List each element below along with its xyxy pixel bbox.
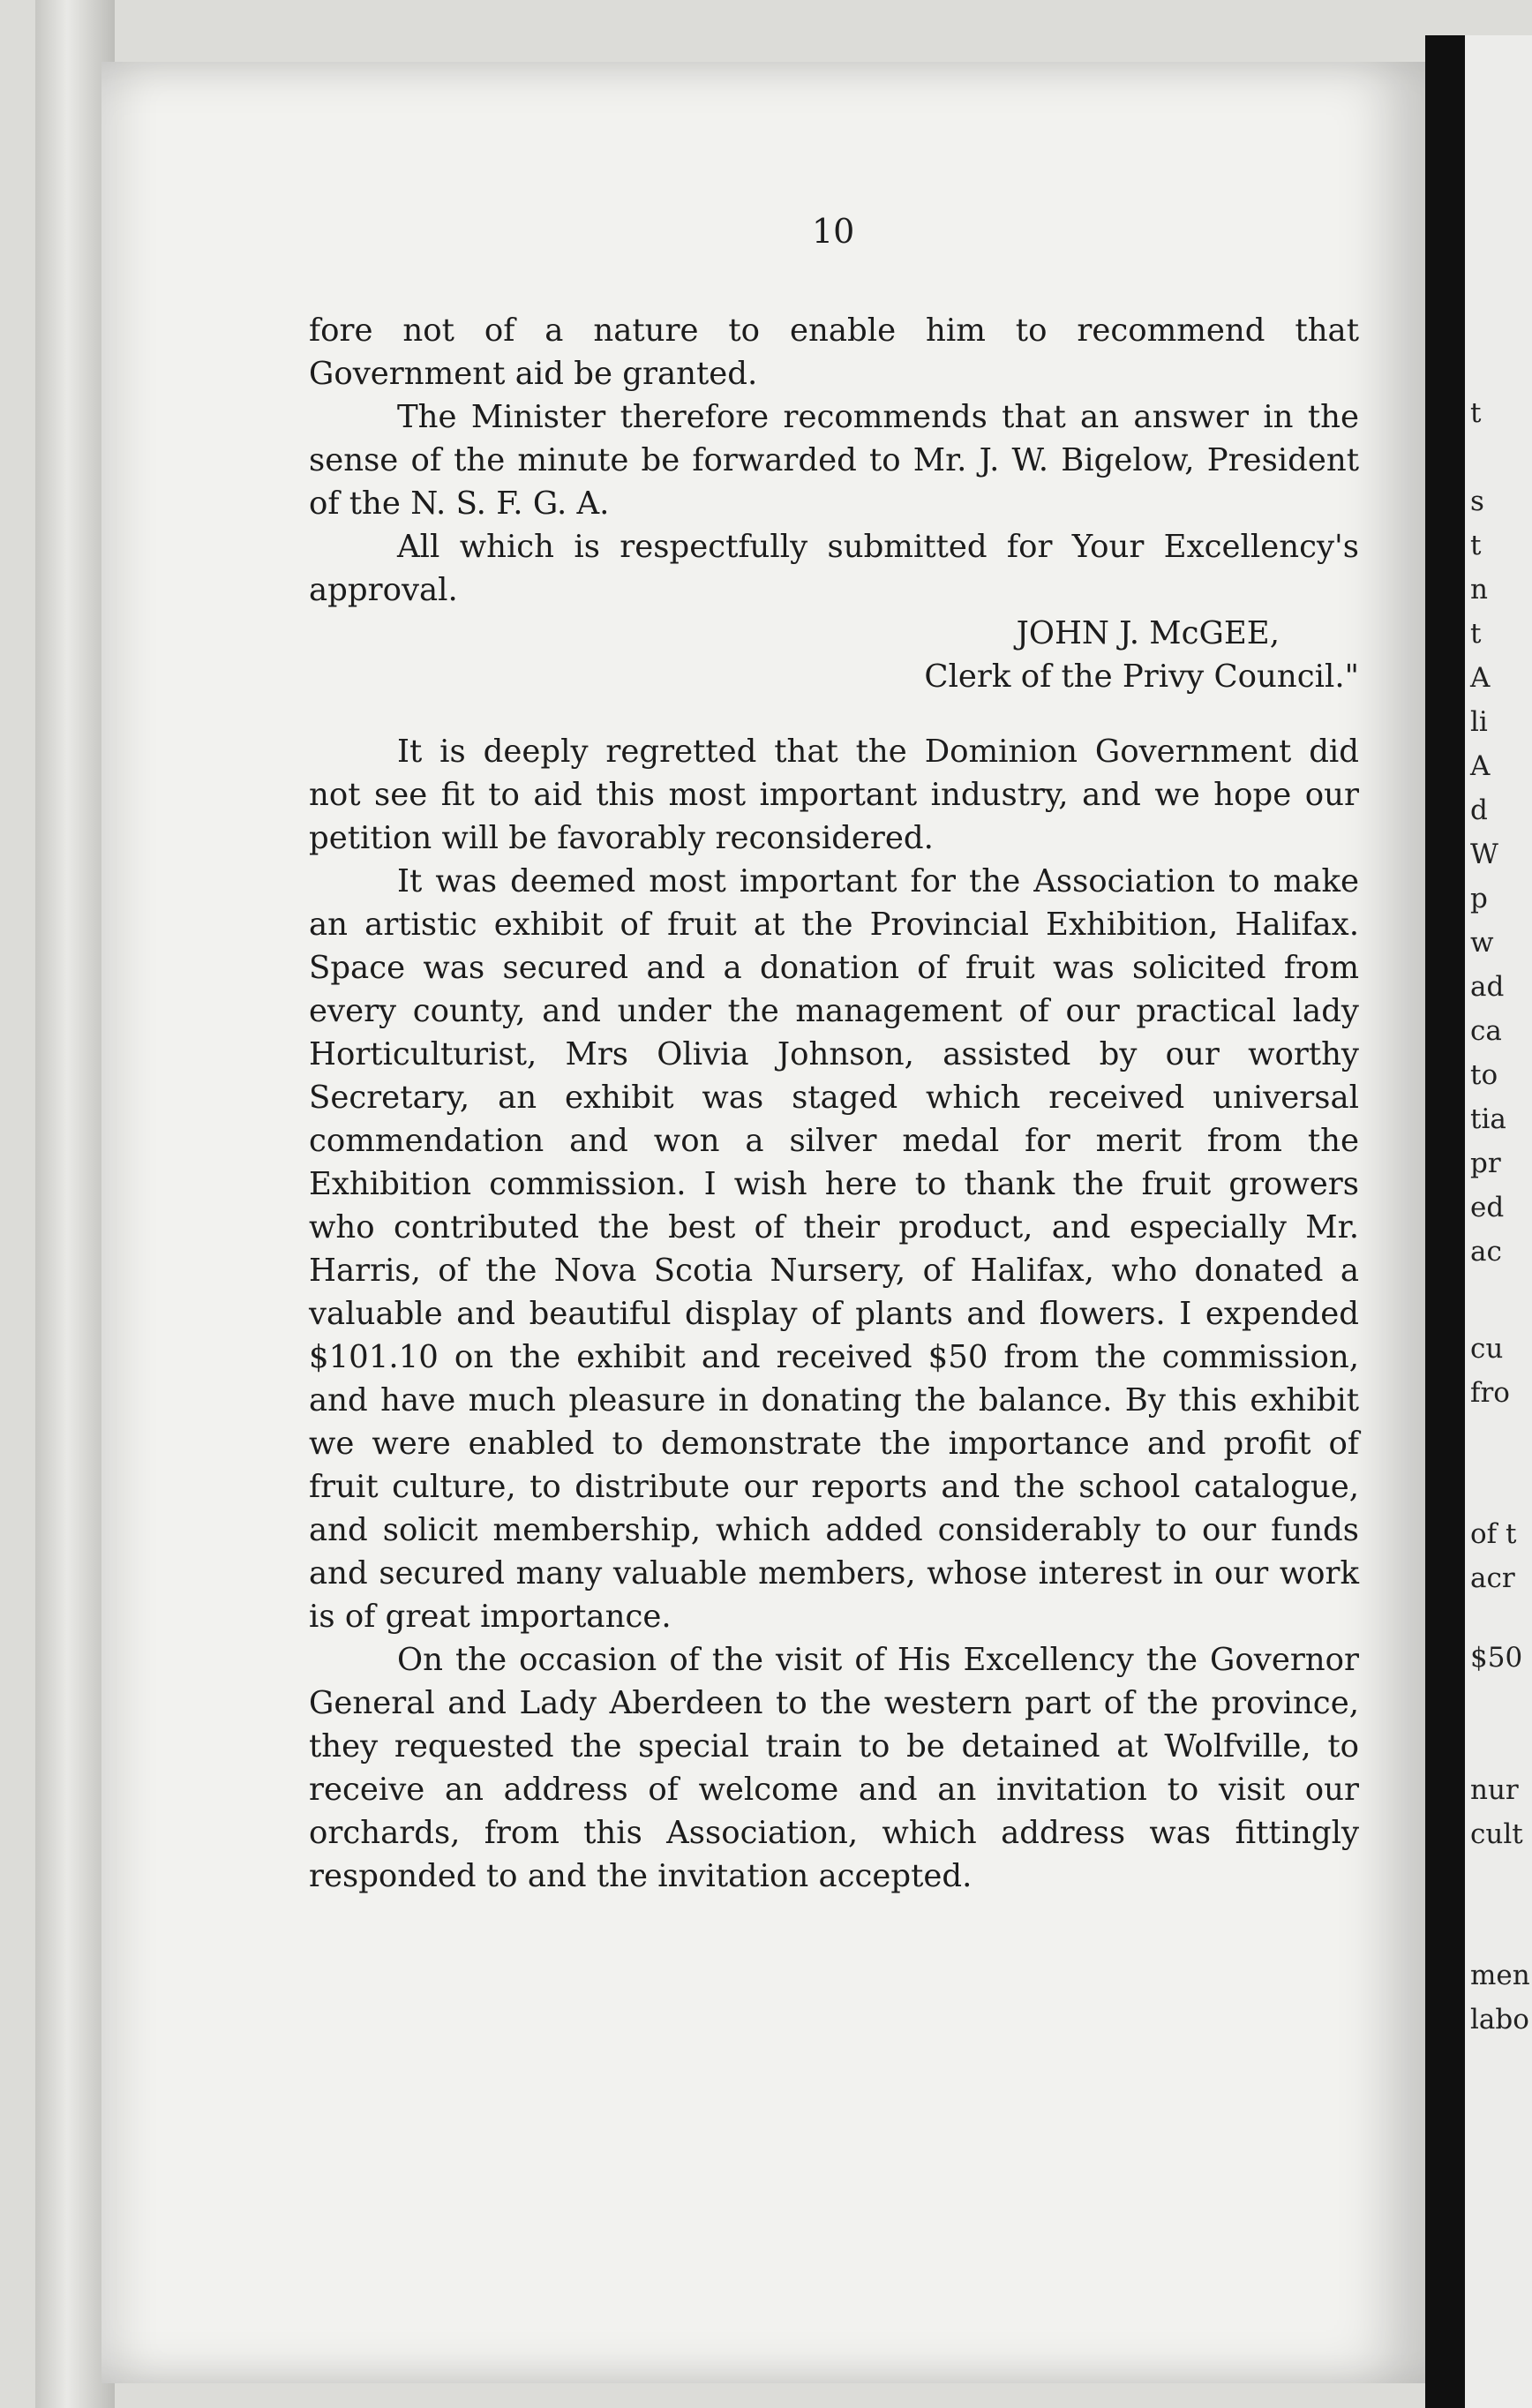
next-page-fragment: W	[1470, 839, 1498, 870]
next-page-fragment: n	[1470, 574, 1488, 606]
paragraph-3: All which is respectfully submitted for Your Excellency's approval.	[309, 529, 1359, 608]
next-page-fragment: labo	[1470, 2004, 1529, 2036]
paragraph-6: On the occasion of the visit of His Excellency the Governor General and Lady Aberdeen to the western part of the province, they requested the special train to be detained at Wolfville, to receive an address of welcome and an invitation to visit our orchards, from this Association, which address was fittingly responded to and the invitation accepted.	[309, 1642, 1359, 1894]
next-page-fragment: cu	[1470, 1333, 1504, 1365]
next-page-fragment: men	[1470, 1960, 1530, 1991]
next-page-fragment: fro	[1470, 1377, 1510, 1409]
signature-name: JOHN J. McGEE,	[1016, 615, 1280, 651]
next-page-fragment: p	[1470, 883, 1488, 914]
next-page-fragment: s	[1470, 485, 1484, 517]
next-page-fragment: pr	[1470, 1148, 1501, 1179]
next-page-fragment: li	[1470, 706, 1488, 738]
next-page-fragment: A	[1470, 662, 1491, 694]
paragraph-5: It was deemed most important for the Association to make an artistic exhibit of fruit at the Provincial Exhibition, Halifax. Space was secured and a donation of fruit was solicited from every county, and under the management of our practical lady Horticulturist, Mrs Olivia Johnson, assisted by our worthy Secretary, an exhibit was staged which received universal commendation and won a silver medal for merit from the Exhibition commission. I wish here to thank the fruit growers who contributed the best of their product, and especially Mr. Harris, of the Nova Scotia Nursery, of Halifax, who donated a valuable and beautiful display of plants and flowers. I expended $101.10 on the exhibit and received $50 from the commission, and have much pleasure in donating the balance. By this exhibit we were enabled to demonstrate the importance and profit of fruit culture, to distribute our reports and the school catalogue, and solicit membership, which added considerably to our funds and secured many valuable members, whose interest in our work is of great importance.	[309, 863, 1359, 1635]
paragraph-4: It is deeply regretted that the Dominion Government did not see fit to aid this most important industry, and we hope our petition will be favorably reconsidered.	[309, 734, 1359, 856]
next-page-fragment: d	[1470, 794, 1488, 826]
signature-title: Clerk of the Privy Council."	[924, 658, 1359, 695]
next-page-fragment: tia	[1470, 1103, 1506, 1135]
next-page-fragment: ad	[1470, 971, 1505, 1003]
next-page-fragment: nur	[1470, 1774, 1519, 1806]
next-page-fragment: t	[1470, 618, 1482, 650]
next-page-fragment: ed	[1470, 1192, 1505, 1223]
page-number: 10	[812, 212, 855, 251]
next-page-fragment: acr	[1470, 1562, 1515, 1594]
book-gutter	[1425, 35, 1465, 2408]
paragraph-1: fore not of a nature to enable him to recommend that Government aid be granted.	[309, 312, 1359, 392]
next-page-fragment: t	[1470, 530, 1482, 561]
next-page-fragment: of t	[1470, 1518, 1517, 1550]
section-gap	[309, 698, 1359, 730]
next-page-fragment: t	[1470, 397, 1482, 429]
next-page-fragment: cult	[1470, 1818, 1523, 1850]
next-page-fragment: A	[1470, 750, 1491, 782]
adjacent-page-edge	[1465, 35, 1532, 2408]
next-page-fragment: to	[1470, 1059, 1498, 1091]
page-body	[309, 309, 1359, 1898]
next-page-fragment: ca	[1470, 1015, 1502, 1047]
next-page-fragment: ac	[1470, 1236, 1502, 1268]
next-page-fragment: $50	[1470, 1642, 1523, 1674]
next-page-fragment: w	[1470, 927, 1494, 959]
paragraph-2: The Minister therefore recommends that an answer in the sense of the minute be forwarded to Mr. J. W. Bigelow, President of the N. S. F. G. A.	[309, 399, 1359, 522]
